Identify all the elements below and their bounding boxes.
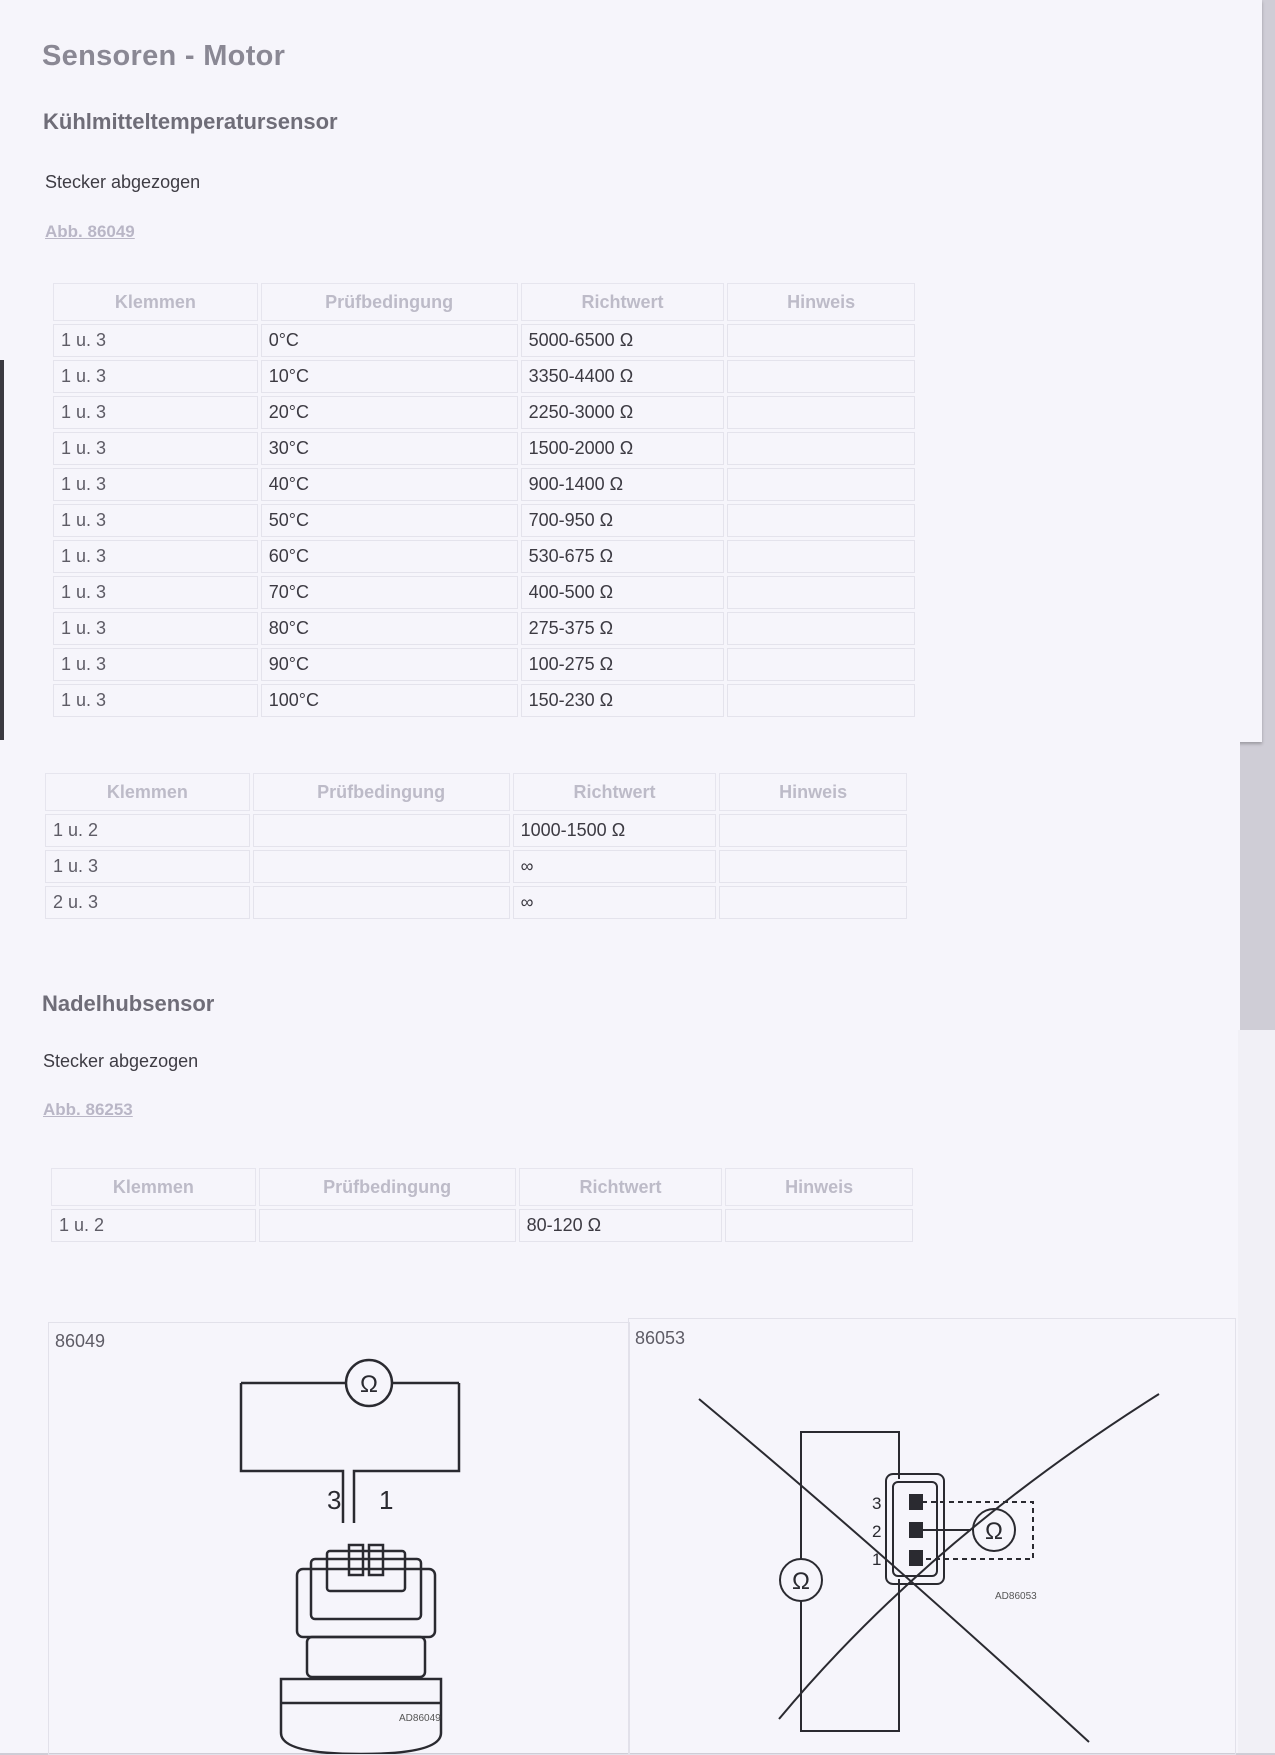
table-cell: 1 u. 3 [53, 504, 258, 537]
table-cell [727, 360, 915, 393]
table-cell [719, 814, 907, 847]
table-cell: 5000-6500 Ω [521, 324, 725, 357]
table-cell: 1 u. 3 [53, 468, 258, 501]
table-cell: 1 u. 3 [45, 850, 250, 883]
table-cell: 50°C [261, 504, 518, 537]
scan-shadow-edge [0, 360, 4, 740]
table-cell: 275-375 Ω [521, 612, 725, 645]
table-row [53, 360, 915, 393]
table-cell: 3350-4400 Ω [521, 360, 725, 393]
table-cell [727, 612, 915, 645]
needle-lift-sensor-wiring-diagram [629, 1319, 1235, 1754]
table-cell: 1 u. 2 [51, 1209, 256, 1242]
table-cell: 40°C [261, 468, 518, 501]
ohm-symbol-right: Ω [985, 1518, 1003, 1545]
figure-code: AD86049 [399, 1713, 441, 1724]
table-row [53, 648, 915, 681]
paper-sheet-edge [1238, 1030, 1275, 1753]
table-cell: 1 u. 3 [53, 684, 258, 717]
table-cell: 2 u. 3 [45, 886, 250, 919]
table-cell: 10°C [261, 360, 518, 393]
table-row [53, 468, 915, 501]
section-title-coolant-sensor: Kühlmitteltemperatursensor [43, 109, 338, 134]
table-cell: 20°C [261, 396, 518, 429]
column-header: Prüfbedingung [253, 773, 510, 811]
figure-86049 [48, 1322, 630, 1755]
table-cell: 700-950 Ω [521, 504, 725, 537]
table-cell: ∞ [513, 850, 717, 883]
pin-label-1: 1 [379, 1485, 394, 1515]
table-cell [253, 814, 510, 847]
table-cell: 30°C [261, 432, 518, 465]
column-header: Klemmen [53, 283, 258, 321]
table-cell [719, 850, 907, 883]
table-cell: 0°C [261, 324, 518, 357]
table-cell: 1 u. 2 [45, 814, 250, 847]
table-row [45, 850, 907, 883]
figure-label: 86053 [635, 1328, 686, 1348]
column-header: Richtwert [521, 283, 725, 321]
table-cell [727, 504, 915, 537]
table-cell [725, 1209, 913, 1242]
table-cell [727, 432, 915, 465]
ohm-symbol: Ω [360, 1371, 378, 1398]
table-row [53, 504, 915, 537]
table-cell: 1 u. 3 [53, 648, 258, 681]
table-row [45, 886, 907, 919]
column-header: Hinweis [719, 773, 907, 811]
table-cell: 1 u. 3 [53, 576, 258, 609]
table-cell: 1 u. 3 [53, 396, 258, 429]
figure-86053 [628, 1318, 1236, 1755]
section-condition-text: Stecker abgezogen [45, 172, 201, 192]
table-cell [727, 540, 915, 573]
section-condition-text: Stecker abgezogen [43, 1051, 199, 1071]
table-row [53, 396, 915, 429]
table-cell: 80°C [261, 612, 518, 645]
sensor-resistance-table [42, 770, 910, 922]
table-cell [727, 468, 915, 501]
ohm-symbol-left: Ω [792, 1568, 810, 1595]
table-cell: 80-120 Ω [519, 1209, 723, 1242]
coolant-sensor-wiring-diagram [49, 1323, 629, 1754]
table-row [51, 1209, 913, 1242]
table-row [53, 684, 915, 717]
table-cell: 900-1400 Ω [521, 468, 725, 501]
table-cell: 60°C [261, 540, 518, 573]
table-row [45, 814, 907, 847]
pin-label-3: 3 [327, 1485, 342, 1515]
table-cell: 1000-1500 Ω [513, 814, 717, 847]
table-cell [727, 324, 915, 357]
table-header-row [53, 283, 915, 321]
table-cell: 1500-2000 Ω [521, 432, 725, 465]
table-cell [727, 684, 915, 717]
column-header: Prüfbedingung [261, 283, 518, 321]
needle-lift-sensor-table [48, 1165, 916, 1245]
figure-label: 86049 [55, 1331, 106, 1351]
table-cell: 70°C [261, 576, 518, 609]
table-cell: 2250-3000 Ω [521, 396, 725, 429]
table-header-row [45, 773, 907, 811]
section-title-needle-lift-sensor: Nadelhubsensor [42, 991, 215, 1016]
table-cell: 1 u. 3 [53, 432, 258, 465]
table-cell: 1 u. 3 [53, 540, 258, 573]
table-cell [727, 396, 915, 429]
table-cell: 100°C [261, 684, 518, 717]
column-header: Klemmen [45, 773, 250, 811]
table-cell [727, 576, 915, 609]
table-cell: 90°C [261, 648, 518, 681]
table-row [53, 324, 915, 357]
column-header: Klemmen [51, 1168, 256, 1206]
table-cell: 530-675 Ω [521, 540, 725, 573]
table-cell: 100-275 Ω [521, 648, 725, 681]
table-cell [259, 1209, 516, 1242]
table-cell: 150-230 Ω [521, 684, 725, 717]
figure-link-86049[interactable]: Abb. 86049 [45, 222, 135, 241]
pin-label-2: 2 [872, 1522, 882, 1541]
figure-code: AD86053 [995, 1591, 1037, 1602]
column-header: Prüfbedingung [259, 1168, 516, 1206]
table-cell [253, 850, 510, 883]
table-cell [727, 648, 915, 681]
page-title: Sensoren - Motor [42, 40, 286, 72]
table-cell: 1 u. 3 [53, 612, 258, 645]
coolant-sensor-table [50, 280, 918, 720]
table-cell: 1 u. 3 [53, 360, 258, 393]
pin-label-1: 1 [872, 1550, 882, 1569]
column-header: Hinweis [725, 1168, 913, 1206]
table-cell: 400-500 Ω [521, 576, 725, 609]
table-header-row [51, 1168, 913, 1206]
table-cell [719, 886, 907, 919]
table-row [53, 576, 915, 609]
table-cell: ∞ [513, 886, 717, 919]
table-row [53, 432, 915, 465]
table-cell [253, 886, 510, 919]
table-row [53, 612, 915, 645]
table-cell: 1 u. 3 [53, 324, 258, 357]
table-row [53, 540, 915, 573]
pin-label-3: 3 [872, 1494, 882, 1513]
figure-link-86253[interactable]: Abb. 86253 [43, 1100, 133, 1119]
column-header: Hinweis [727, 283, 915, 321]
column-header: Richtwert [513, 773, 717, 811]
column-header: Richtwert [519, 1168, 723, 1206]
